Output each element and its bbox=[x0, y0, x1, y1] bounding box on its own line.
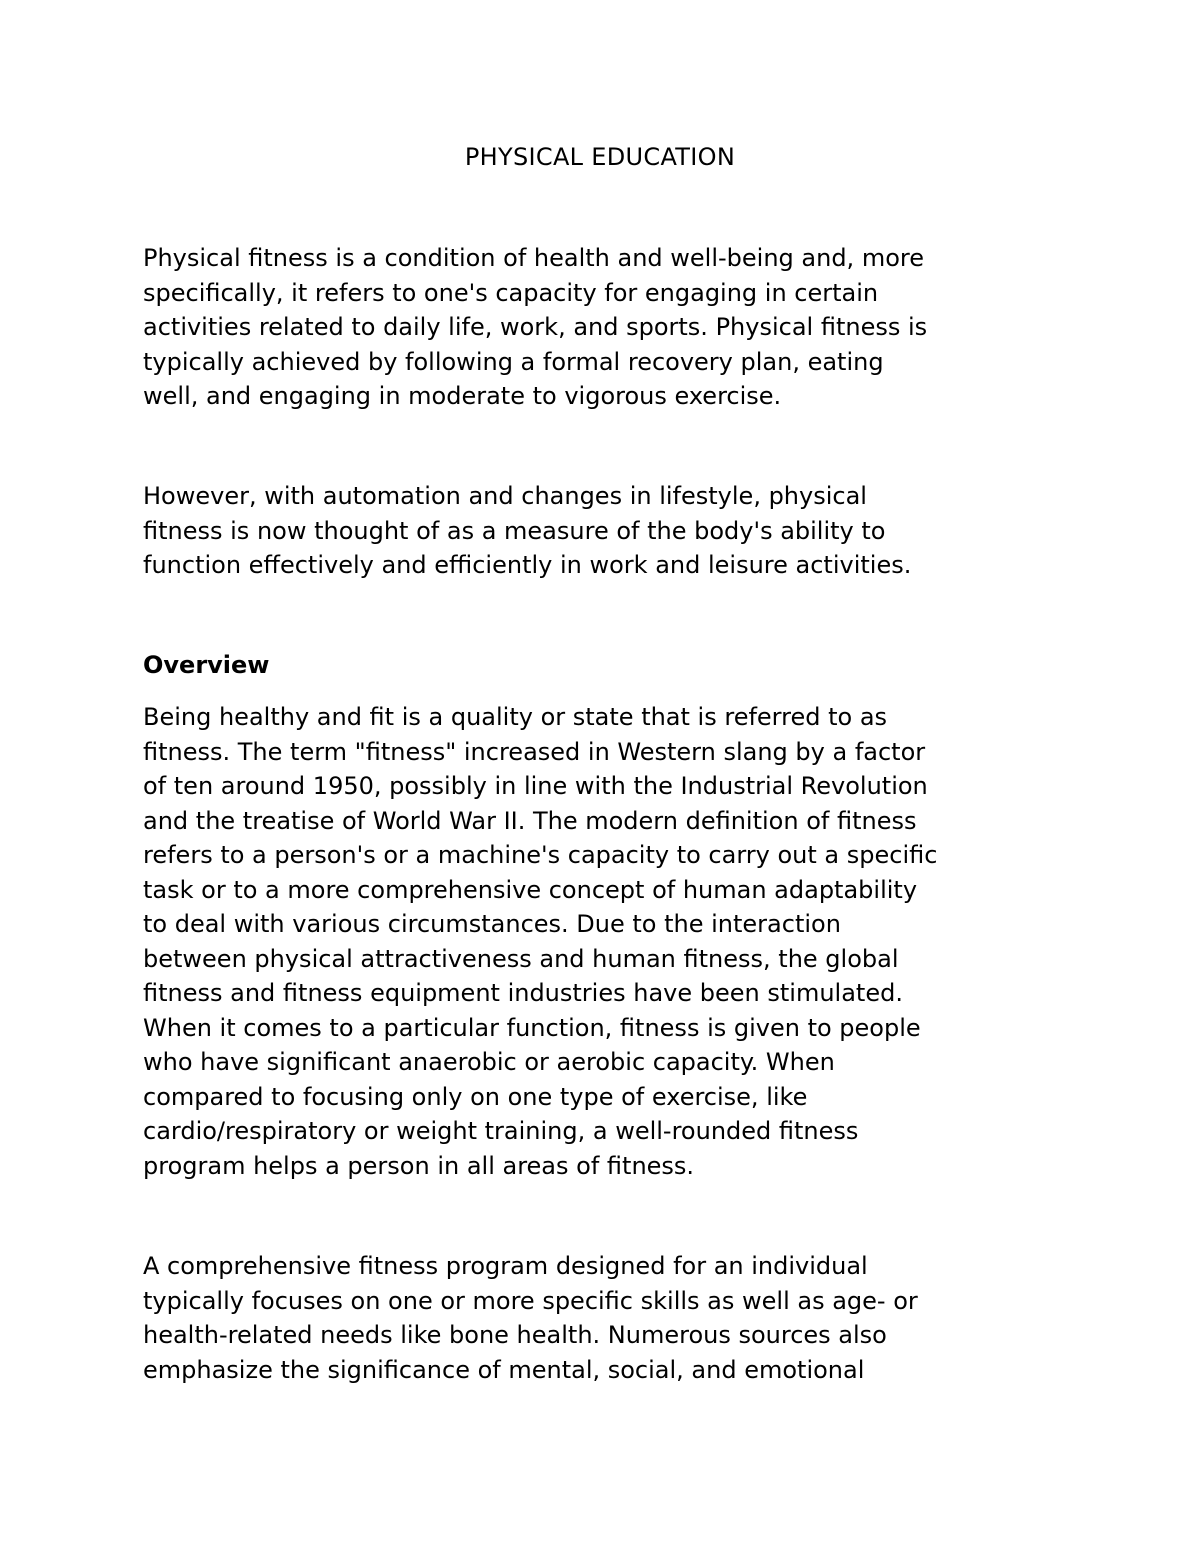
text-line: to deal with various circumstances. Due to the interaction bbox=[143, 910, 841, 938]
text-line: typically achieved by following a formal recovery plan, eating bbox=[143, 347, 884, 376]
paragraph-program bbox=[143, 1249, 1103, 1387]
page-title: PHYSICAL EDUCATION bbox=[464, 143, 736, 171]
text-line: However, with automation and changes in lifestyle, physical bbox=[143, 482, 867, 510]
text-line: between physical attractiveness and human fitness, the global bbox=[143, 944, 899, 973]
text-line: well, and engaging in moderate to vigorous exercise. bbox=[143, 382, 782, 410]
text-line: cardio/respiratory or weight training, a well-rounded fitness bbox=[143, 1117, 859, 1145]
text-line: fitness and fitness equipment industries have been stimulated. bbox=[143, 979, 903, 1007]
section-heading-overview: Overview bbox=[143, 651, 270, 679]
text-line: specifically, it refers to one's capacity for engaging in certain bbox=[143, 278, 879, 307]
text-line: activities related to daily life, work, and sports. Physical fitness is bbox=[143, 313, 928, 341]
text-line: function effectively and efficiently in work and leisure activities. bbox=[143, 551, 912, 579]
text-line: fitness. The term "fitness" increased in Western slang by a factor bbox=[143, 737, 926, 766]
text-line: Physical fitness is a condition of health and well-being and, more bbox=[143, 244, 924, 272]
paragraph-automation bbox=[143, 479, 1103, 583]
text-line: who have significant anaerobic or aerobic capacity. When bbox=[143, 1048, 835, 1076]
text-line: task or to a more comprehensive concept of human adaptability bbox=[143, 875, 918, 904]
text-line: emphasize the significance of mental, social, and emotional bbox=[143, 1355, 865, 1384]
text-line: compared to focusing only on one type of exercise, like bbox=[143, 1082, 808, 1111]
text-line: and the treatise of World War II. The modern definition of fitness bbox=[143, 806, 917, 835]
text-line: program helps a person in all areas of fitness. bbox=[143, 1151, 695, 1180]
text-line: Being healthy and fit is a quality or state that is referred to as bbox=[143, 703, 888, 731]
text-line: of ten around 1950, possibly in line with the Industrial Revolution bbox=[143, 772, 928, 800]
text-line: A comprehensive fitness program designed for an individual bbox=[143, 1252, 868, 1280]
text-line: When it comes to a particular function, fitness is given to people bbox=[143, 1013, 921, 1042]
text-line: typically focuses on one or more specific skills as well as age- or bbox=[143, 1286, 918, 1315]
text-line: fitness is now thought of as a measure of the body's ability to bbox=[143, 516, 886, 545]
paragraph-overview bbox=[143, 700, 1103, 1183]
text-line: refers to a person's or a machine's capacity to carry out a specific bbox=[143, 841, 938, 869]
text-line: health-related needs like bone health. Numerous sources also bbox=[143, 1321, 887, 1349]
paragraph-intro bbox=[143, 241, 1103, 414]
